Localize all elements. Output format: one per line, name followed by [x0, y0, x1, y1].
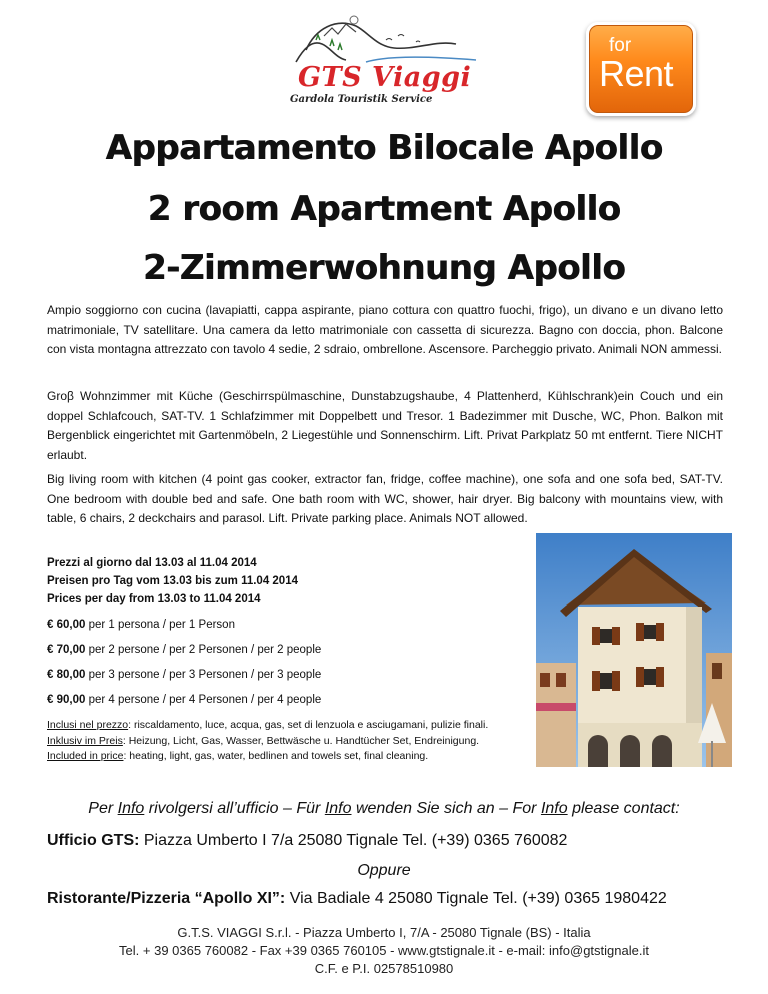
price-text: per 2 persone / per 2 Personen / per 2 people [85, 644, 322, 656]
included-item [47, 734, 547, 750]
description-german: Groβ Wohnzimmer mit Küche (Geschirrspülmaschine, Dunstabzugshaube, 4 Plattenherd, Kühlschrank)ein Couch und ein doppel Schlafcouch, SAT-TV. 1 Schlafzimmer mit Doppelbett und Tresor. 1 Badezimmer mit Dusche, WC, Phon. Balkon mit Bergenblick eingerichtet mit Gartenmöbeln, 2 Liegestühle und Sonnenschirm. Lift. Privat Parkplatz 50 mt entfernt. Tiere NICHT erlaubt. [47, 389, 723, 462]
price-row [47, 694, 527, 706]
info-link: Info [324, 800, 352, 817]
price-text: per 3 persone / per 3 Personen / per 3 people [85, 669, 322, 681]
price-text: per 4 persone / per 4 Personen / per 4 people [85, 694, 322, 706]
office-details: Piazza Umberto I 7/a 25080 Tignale Tel. (+39) 0365 760082 [139, 832, 568, 849]
price-amount: € 80,00 [47, 669, 86, 681]
contact-text: rivolgersi all’ufficio – Für [144, 800, 325, 817]
restaurant-details: Via Badiale 4 25080 Tignale Tel. (+39) 0365 1980422 [285, 890, 667, 907]
included-label: Included in price [47, 750, 124, 762]
price-amount: € 60,00 [47, 619, 86, 631]
footer-company: G.T.S. VIAGGI S.r.l. - Piazza Umberto I, 7/A - 25080 Tignale (BS) - Italia [177, 925, 591, 940]
apartment-photo [536, 533, 732, 767]
logo-brand-text: GTS Viaggi [298, 62, 472, 93]
contact-text: please contact: [567, 800, 680, 817]
building-illustration [536, 533, 732, 767]
price-amount: € 70,00 [47, 644, 86, 656]
prices-heading-en: Prices per day from 13.03 to 11.04 2014 [47, 593, 261, 605]
prices-heading-de: Preisen pro Tag vom 13.03 bis zum 11.04 2014 [47, 575, 298, 587]
title-italian: Appartamento Bilocale Apollo [105, 128, 663, 168]
included-list [47, 718, 547, 765]
sign-for-text: for [609, 35, 632, 56]
office-address [47, 832, 567, 850]
included-item [47, 718, 547, 734]
footer [0, 924, 768, 978]
info-link: Info [117, 800, 145, 817]
logo-landscape-icon [276, 10, 500, 70]
for-rent-sign [584, 22, 694, 116]
title-english: 2 room Apartment Apollo [147, 189, 621, 229]
logo-tagline: Gardola Touristik Service [290, 94, 433, 105]
description-italian: Ampio soggiorno con cucina (lavapiatti, cappa aspirante, piano cottura con quattro fuochi, frigo), un divano e un divano letto matrimoniale, TV satellitare. Una camera da letto matrimoniale con cassetta di sicurezza. Bagno con doccia, phon. Balcone con vista montagna attrezzato con tavolo 4 sedie, 2 sdraio, ombrellone. Ascensore. Parcheggio privato. Animali NON ammessi. [47, 303, 723, 356]
included-label: Inclusi nel prezzo [47, 719, 129, 731]
restaurant-label: Ristorante/Pizzeria “Apollo XI”: [47, 890, 286, 907]
oppure-text: Oppure [357, 862, 411, 879]
office-label: Ufficio GTS: [47, 832, 140, 849]
footer-tax-id: C.F. e P.I. 02578510980 [314, 961, 454, 976]
info-link: Info [540, 800, 568, 817]
included-label: Inklusiv im Preis [47, 734, 123, 747]
price-text: per 1 persona / per 1 Person [85, 619, 235, 631]
description-english: Big living room with kitchen (4 point gas cooker, extractor fan, fridge, coffee machine), one sofa and one sofa bed, SAT-TV. One bedroom with double bed and safe. One bath room with WC, shower, hair dryer. Big balcony with mountains view, with table, 6 chairs, 2 deckchairs and parasol. Lift. Private parking place. Animals NOT allowed. [47, 472, 723, 525]
contact-text: wenden Sie sich an – For [351, 800, 541, 817]
price-row [47, 619, 527, 631]
sign-rent-text: Rent [599, 53, 674, 94]
prices-heading-it: Prezzi al giorno dal 13.03 al 11.04 2014 [47, 557, 257, 569]
contact-text: Per [88, 800, 118, 817]
contact-info-line [0, 800, 768, 818]
restaurant-address [47, 890, 667, 908]
price-row [47, 644, 527, 656]
company-logo [276, 10, 500, 106]
included-item [47, 749, 547, 765]
price-amount: € 90,00 [47, 694, 86, 706]
included-text: : Heizung, Licht, Gas, Wasser, Bettwäsche u. Handtücher Set, Endreinigung. [122, 734, 480, 747]
title-german: 2-Zimmerwohnung Apollo [142, 248, 626, 288]
sign-board [586, 22, 696, 116]
price-row [47, 669, 527, 681]
included-text: : riscaldamento, luce, acqua, gas, set di lenzuola e asciugamani, pulizie finali. [128, 719, 489, 731]
included-text: : heating, light, gas, water, bedlinen and towels set, final cleaning. [123, 750, 429, 762]
footer-contacts: Tel. + 39 0365 760082 - Fax +39 0365 760105 - www.gtstignale.it - e-mail: info@gtstignale.it [119, 943, 649, 958]
